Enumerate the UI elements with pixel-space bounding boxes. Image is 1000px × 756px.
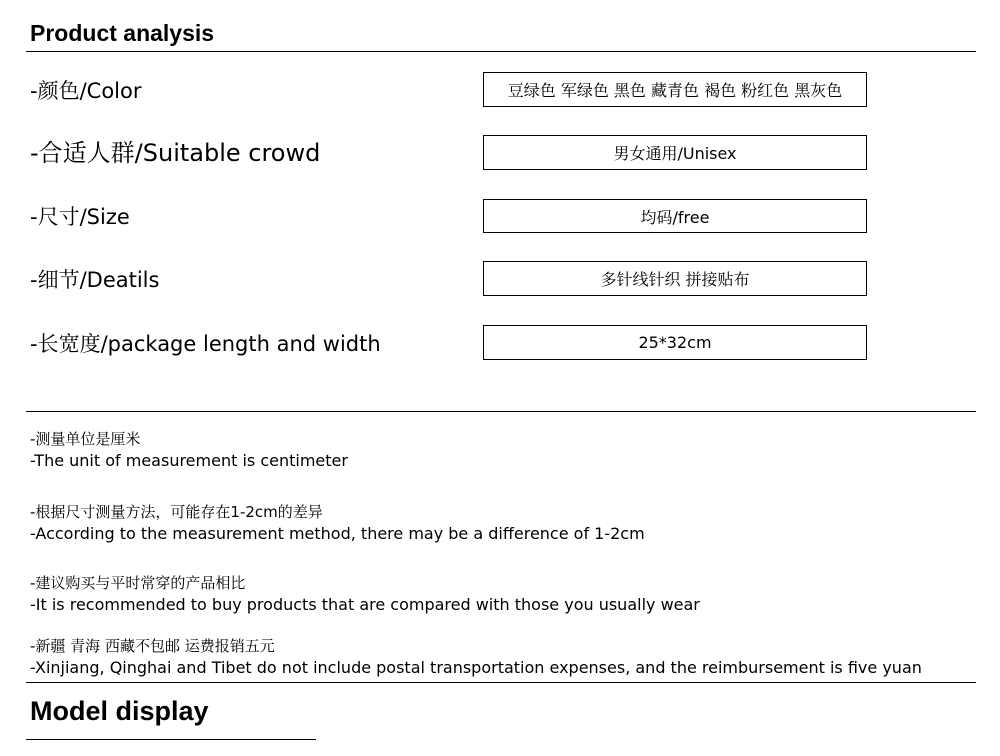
note-en: -The unit of measurement is centimeter bbox=[30, 451, 348, 470]
suitable-crowd-label: -合适人群/Suitable crowd bbox=[30, 139, 321, 167]
note-zh: -建议购买与平时常穿的产品相比 bbox=[30, 574, 246, 592]
size-value-text: 均码/free bbox=[640, 207, 710, 227]
note-zh: -测量单位是厘米 bbox=[30, 430, 141, 448]
color-value bbox=[483, 72, 867, 107]
section-divider bbox=[26, 682, 976, 683]
package-size-value bbox=[483, 325, 867, 360]
model-display-title: Model display bbox=[30, 696, 209, 726]
product-analysis-title: Product analysis bbox=[30, 20, 215, 46]
note-en: -According to the measurement method, there may be a difference of 1-2cm bbox=[30, 524, 645, 543]
section-divider bbox=[26, 51, 976, 52]
note-en: -It is recommended to buy products that are compared with those you usually wear bbox=[30, 595, 700, 614]
package-size-value-text: 25*32cm bbox=[638, 333, 712, 352]
size-value bbox=[483, 199, 867, 233]
note-zh: -根据尺寸测量方法，可能存在1-2cm的差异 bbox=[30, 503, 323, 521]
color-label: -颜色/Color bbox=[30, 79, 142, 103]
suitable-crowd-value bbox=[483, 135, 867, 170]
suitable-crowd-value-text: 男女通用/Unisex bbox=[613, 144, 737, 163]
color-value-text: 豆绿色 军绿色 黑色 藏青色 褐色 粉红色 黑灰色 bbox=[507, 81, 843, 100]
details-label: -细节/Deatils bbox=[30, 268, 160, 292]
section-divider bbox=[26, 411, 976, 412]
note-zh: -新疆 青海 西藏不包邮 运费报销五元 bbox=[30, 637, 275, 655]
note-en: -Xinjiang, Qinghai and Tibet do not include postal transportation expenses, and the reimbursement is five yuan bbox=[30, 658, 922, 677]
size-label: -尺寸/Size bbox=[30, 205, 130, 229]
title-underline bbox=[26, 739, 316, 740]
package-size-label: -长宽度/package length and width bbox=[30, 332, 381, 356]
details-value bbox=[483, 261, 867, 296]
details-value-text: 多针线针织 拼接贴布 bbox=[600, 270, 750, 289]
